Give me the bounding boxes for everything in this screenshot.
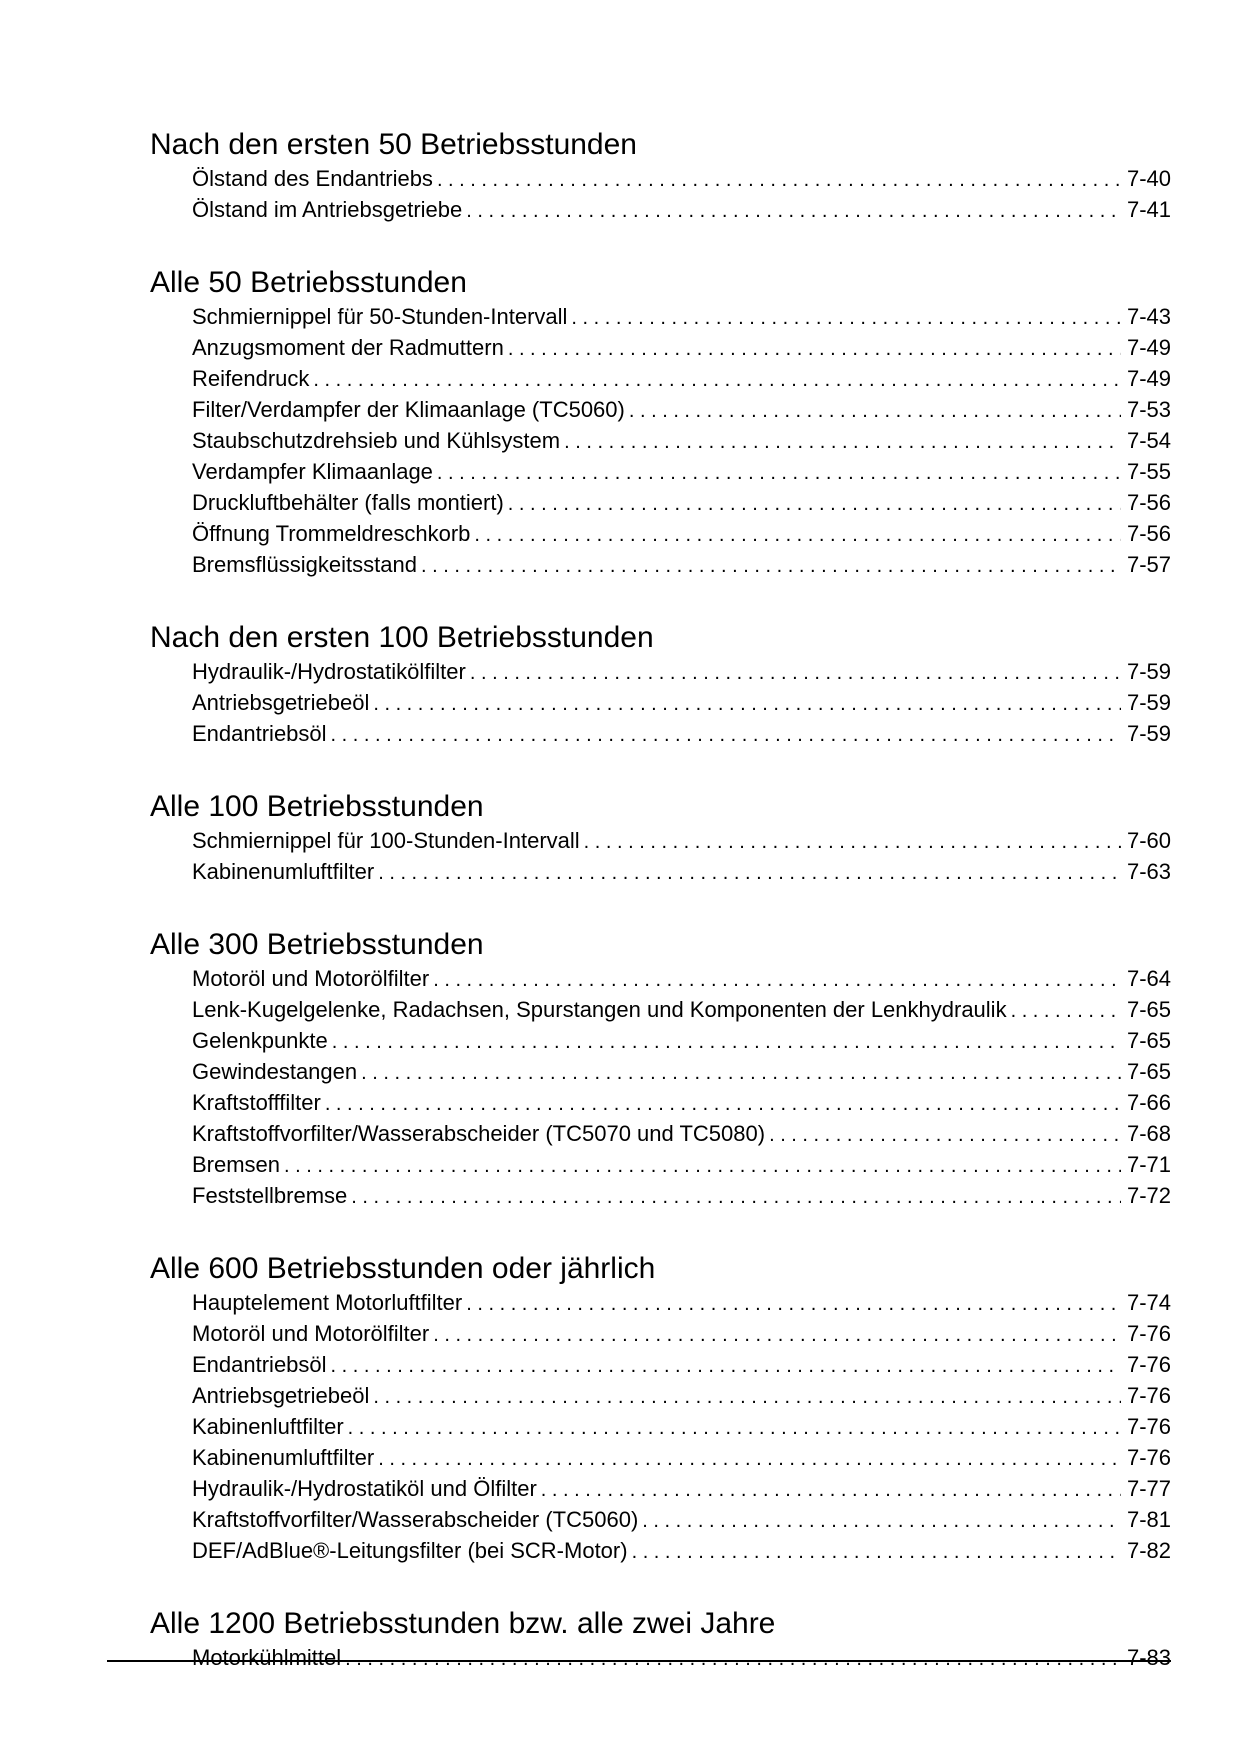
- dot-leader: [433, 1321, 1121, 1350]
- entry-label: Hauptelement Motorluftfilter: [192, 1290, 463, 1315]
- toc-section: [150, 1607, 1171, 1674]
- entry-page-number: 7-41: [1126, 197, 1171, 222]
- toc-entry: [192, 195, 1171, 226]
- dot-leader: [348, 1414, 1121, 1443]
- entry-page-number: 7-59: [1126, 659, 1171, 684]
- dot-leader: [629, 397, 1121, 426]
- entry-page-number: 7-65: [1126, 1028, 1171, 1053]
- table-of-contents: [150, 128, 1171, 1714]
- dot-leader: [632, 1538, 1121, 1567]
- entry-label: Gelenkpunkte: [192, 1028, 328, 1053]
- entry-page-number: 7-54: [1126, 428, 1171, 453]
- dot-leader: [466, 197, 1121, 226]
- entry-label: Antriebsgetriebeöl: [192, 1383, 370, 1408]
- toc-entry: [192, 857, 1171, 888]
- entry-page-number: 7-76: [1126, 1321, 1171, 1346]
- entry-label: Verdampfer Klimaanlage: [192, 459, 433, 484]
- dot-leader: [769, 1121, 1121, 1150]
- toc-entry: [192, 395, 1171, 426]
- entry-label: Lenk-Kugelgelenke, Radachsen, Spurstangen und Komponenten der Lenkhydraulik: [192, 997, 1007, 1022]
- section-title: Alle 1200 Betriebsstunden bzw. alle zwei Jahre: [150, 1607, 776, 1640]
- toc-entry: [192, 1057, 1171, 1088]
- dot-leader: [642, 1507, 1121, 1536]
- entry-page-number: 7-43: [1126, 304, 1171, 329]
- dot-leader: [437, 166, 1121, 195]
- dot-leader: [466, 1290, 1121, 1319]
- dot-leader: [1011, 997, 1121, 1026]
- dot-leader: [474, 521, 1121, 550]
- entry-page-number: 7-71: [1126, 1152, 1171, 1177]
- toc-entry: [192, 550, 1171, 581]
- dot-leader: [584, 828, 1121, 857]
- entry-label: Kabinenumluftfilter: [192, 1445, 375, 1470]
- dot-leader: [508, 490, 1121, 519]
- entry-label: Kabinenumluftfilter: [192, 859, 375, 884]
- toc-entry: [192, 164, 1171, 195]
- entry-page-number: 7-63: [1126, 859, 1171, 884]
- entry-label: Druckluftbehälter (falls montiert): [192, 490, 504, 515]
- toc-entry: [192, 333, 1171, 364]
- section-title: Alle 100 Betriebsstunden: [150, 790, 484, 823]
- toc-entry: [192, 1026, 1171, 1057]
- toc-entry: [192, 1150, 1171, 1181]
- entry-label: Staubschutzdrehsieb und Kühlsystem: [192, 428, 561, 453]
- toc-entry: [192, 1443, 1171, 1474]
- dot-leader: [378, 1445, 1121, 1474]
- toc-entry: [192, 364, 1171, 395]
- toc-entry: [192, 1350, 1171, 1381]
- entry-label: Bremsen: [192, 1152, 281, 1177]
- toc-entry: [192, 995, 1171, 1026]
- toc-entry: [192, 426, 1171, 457]
- dot-leader: [332, 1028, 1121, 1057]
- entry-label: Motoröl und Motorölfilter: [192, 1321, 430, 1346]
- dot-leader: [373, 1383, 1121, 1412]
- entry-label: Kraftstoffvorfilter/Wasserabscheider (TC5070 und TC5080): [192, 1121, 766, 1146]
- entry-page-number: 7-40: [1126, 166, 1171, 191]
- entry-label: Filter/Verdampfer der Klimaanlage (TC5060): [192, 397, 625, 422]
- toc-entry: [192, 1643, 1171, 1674]
- entry-label: Gewindestangen: [192, 1059, 358, 1084]
- entry-page-number: 7-74: [1126, 1290, 1171, 1315]
- entry-page-number: 7-57: [1126, 552, 1171, 577]
- entry-page-number: 7-55: [1126, 459, 1171, 484]
- entry-label: Antriebsgetriebeöl: [192, 690, 370, 715]
- section-title: Alle 50 Betriebsstunden: [150, 266, 467, 299]
- entry-label: Bremsflüssigkeitsstand: [192, 552, 417, 577]
- entry-page-number: 7-76: [1126, 1445, 1171, 1470]
- entry-page-number: 7-56: [1126, 521, 1171, 546]
- entry-label: Schmiernippel für 50-Stunden-Intervall: [192, 304, 568, 329]
- toc-section: [150, 1252, 1171, 1567]
- toc-entry: [192, 1181, 1171, 1212]
- entry-label: Ölstand im Antriebsgetriebe: [192, 197, 463, 222]
- dot-leader: [361, 1059, 1121, 1088]
- toc-entry: [192, 519, 1171, 550]
- toc-entry: [192, 688, 1171, 719]
- bottom-rule: [107, 1660, 1171, 1662]
- entry-page-number: 7-83: [1126, 1645, 1171, 1670]
- entry-page-number: 7-66: [1126, 1090, 1171, 1115]
- toc-section: [150, 928, 1171, 1212]
- dot-leader: [373, 690, 1121, 719]
- dot-leader: [571, 304, 1121, 333]
- entry-page-number: 7-53: [1126, 397, 1171, 422]
- dot-leader: [433, 966, 1121, 995]
- toc-entry: [192, 1505, 1171, 1536]
- dot-leader: [508, 335, 1121, 364]
- section-title: Nach den ersten 50 Betriebsstunden: [150, 128, 637, 161]
- entry-label: Reifendruck: [192, 366, 310, 391]
- entry-page-number: 7-68: [1126, 1121, 1171, 1146]
- toc-section: [150, 128, 1171, 226]
- section-title: Nach den ersten 100 Betriebsstunden: [150, 621, 654, 654]
- dot-leader: [331, 1352, 1121, 1381]
- toc-entry: [192, 302, 1171, 333]
- entry-label: Motorkühlmittel: [192, 1645, 342, 1670]
- dot-leader: [351, 1183, 1121, 1212]
- entry-label: Kraftstofffilter: [192, 1090, 321, 1115]
- entry-label: Endantriebsöl: [192, 1352, 327, 1377]
- section-title: Alle 600 Betriebsstunden oder jährlich: [150, 1252, 656, 1285]
- entry-label: Hydraulik-/Hydrostatikölfilter: [192, 659, 466, 684]
- toc-entry: [192, 1288, 1171, 1319]
- toc-entry: [192, 1536, 1171, 1567]
- toc-entry: [192, 1412, 1171, 1443]
- dot-leader: [437, 459, 1121, 488]
- dot-leader: [421, 552, 1121, 581]
- toc-section: [150, 790, 1171, 888]
- entry-page-number: 7-82: [1126, 1538, 1171, 1563]
- toc-entry: [192, 1381, 1171, 1412]
- dot-leader: [325, 1090, 1121, 1119]
- entry-page-number: 7-60: [1126, 828, 1171, 853]
- entry-page-number: 7-49: [1126, 366, 1171, 391]
- toc-entry: [192, 488, 1171, 519]
- dot-leader: [284, 1152, 1121, 1181]
- dot-leader: [331, 721, 1121, 750]
- toc-section: [150, 266, 1171, 581]
- entry-page-number: 7-81: [1126, 1507, 1171, 1532]
- dot-leader: [313, 366, 1121, 395]
- entry-page-number: 7-49: [1126, 335, 1171, 360]
- entry-page-number: 7-59: [1126, 690, 1171, 715]
- toc-entry: [192, 1319, 1171, 1350]
- entry-page-number: 7-64: [1126, 966, 1171, 991]
- entry-label: DEF/AdBlue®-Leitungsfilter (bei SCR-Motor): [192, 1538, 628, 1563]
- entry-page-number: 7-76: [1126, 1383, 1171, 1408]
- entry-label: Kraftstoffvorfilter/Wasserabscheider (TC5060): [192, 1507, 639, 1532]
- entry-page-number: 7-77: [1126, 1476, 1171, 1501]
- entry-label: Hydraulik-/Hydrostatiköl und Ölfilter: [192, 1476, 537, 1501]
- dot-leader: [564, 428, 1121, 457]
- entry-page-number: 7-72: [1126, 1183, 1171, 1208]
- entry-page-number: 7-65: [1126, 997, 1171, 1022]
- toc-entry: [192, 964, 1171, 995]
- entry-page-number: 7-59: [1126, 721, 1171, 746]
- dot-leader: [378, 859, 1121, 888]
- entry-label: Motoröl und Motorölfilter: [192, 966, 430, 991]
- toc-entry: [192, 457, 1171, 488]
- entry-label: Feststellbremse: [192, 1183, 348, 1208]
- toc-entry: [192, 1088, 1171, 1119]
- entry-page-number: 7-56: [1126, 490, 1171, 515]
- section-title: Alle 300 Betriebsstunden: [150, 928, 484, 961]
- toc-entry: [192, 1119, 1171, 1150]
- toc-entry: [192, 826, 1171, 857]
- entry-label: Anzugsmoment der Radmuttern: [192, 335, 504, 360]
- toc-entry: [192, 719, 1171, 750]
- toc-section: [150, 621, 1171, 750]
- entry-label: Ölstand des Endantriebs: [192, 166, 433, 191]
- entry-label: Schmiernippel für 100-Stunden-Intervall: [192, 828, 580, 853]
- toc-entry: [192, 657, 1171, 688]
- toc-entry: [192, 1474, 1171, 1505]
- entry-label: Öffnung Trommeldreschkorb: [192, 521, 471, 546]
- entry-page-number: 7-65: [1126, 1059, 1171, 1084]
- entry-label: Kabinenluftfilter: [192, 1414, 344, 1439]
- dot-leader: [541, 1476, 1121, 1505]
- dot-leader: [470, 659, 1121, 688]
- entry-page-number: 7-76: [1126, 1352, 1171, 1377]
- entry-label: Endantriebsöl: [192, 721, 327, 746]
- entry-page-number: 7-76: [1126, 1414, 1171, 1439]
